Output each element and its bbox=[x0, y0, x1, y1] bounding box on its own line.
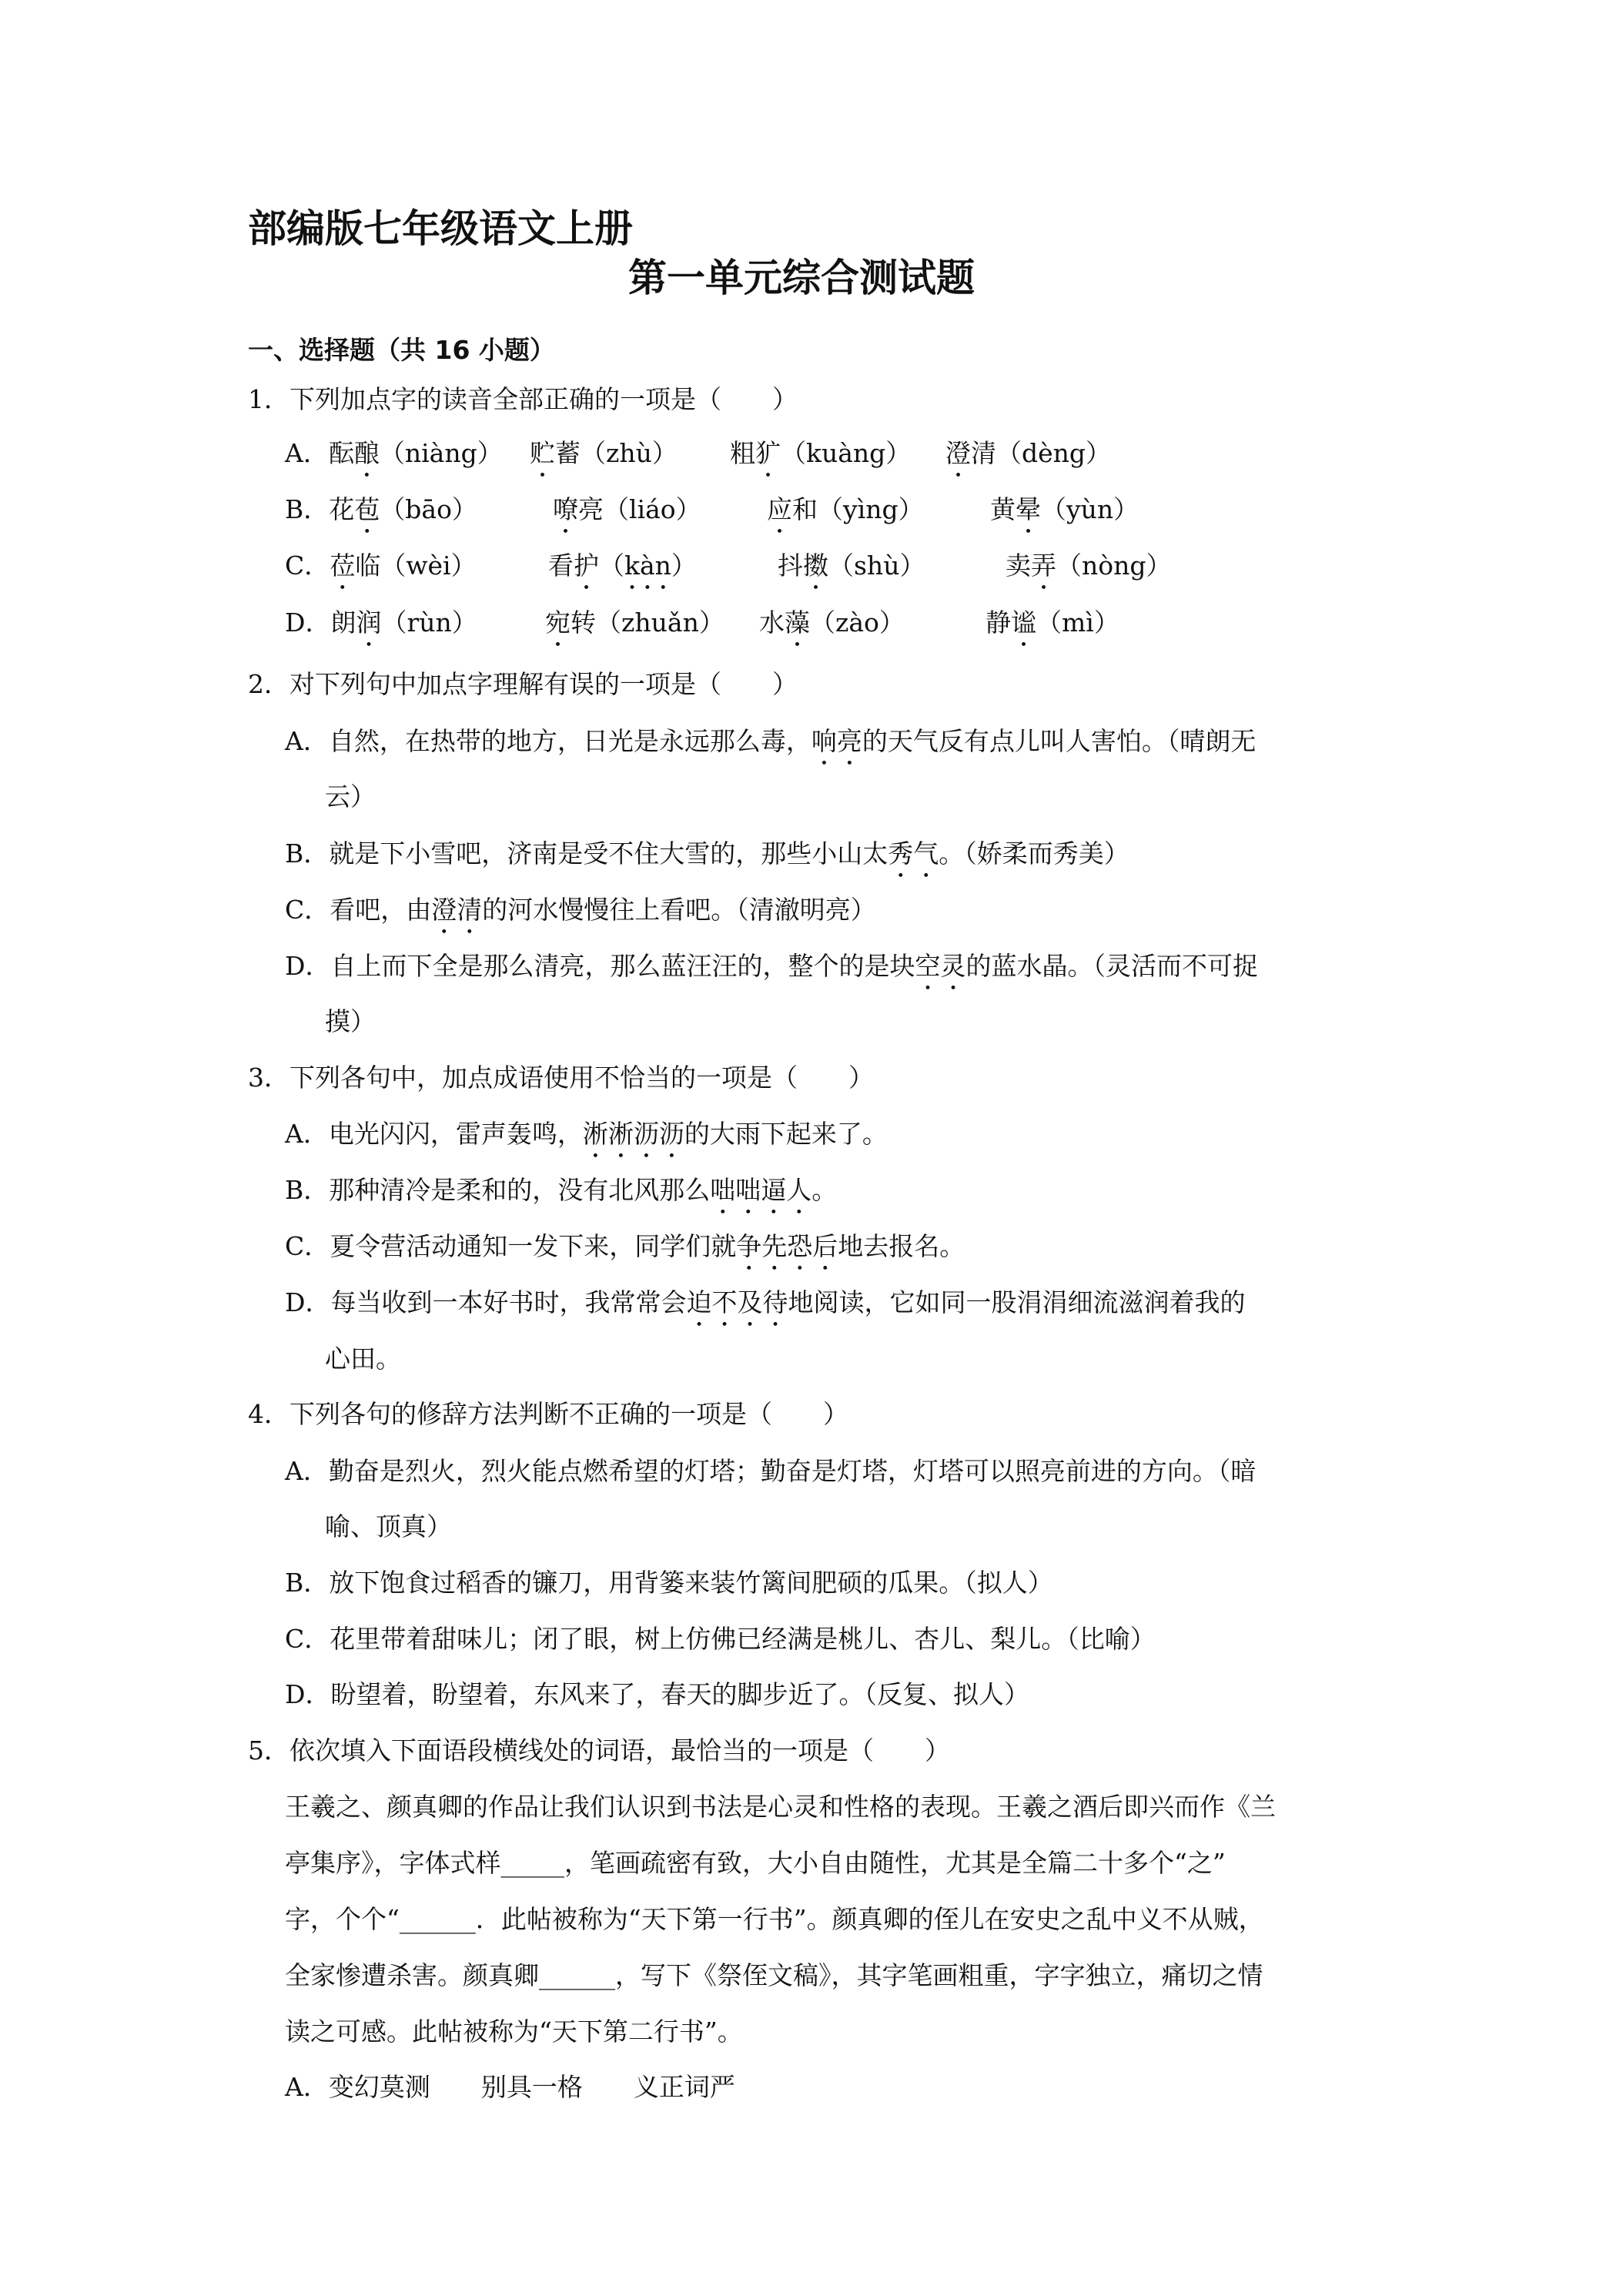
option-text: B．花苞（bāo） bbox=[285, 494, 477, 524]
question-3-option-a: A．电光闪闪，雷声轰鸣，淅淅沥沥的大雨下起来了。 bbox=[285, 1119, 888, 1149]
question-2-option-a-cont: 云） bbox=[325, 782, 376, 812]
question-1-stem: 1．下列加点字的读音全部正确的一项是（ ） bbox=[248, 384, 798, 414]
question-4-option-a: A．勤奋是烈火，烈火能点燃希望的灯塔；勤奋是灯塔，灯塔可以照亮前进的方向。（暗 bbox=[285, 1456, 1257, 1486]
question-3-option-d-cont: 心田。 bbox=[325, 1344, 401, 1374]
option-text: 澄清（dèng） bbox=[945, 438, 1112, 468]
question-2-option-d: D．自上而下全是那么清亮，那么蓝汪汪的，整个的是块空灵的蓝水晶。（灵活而不可捉 bbox=[285, 951, 1258, 981]
question-2-option-b: B．就是下小雪吧，济南是受不住大雪的，那些小山太秀气。（娇柔而秀美） bbox=[285, 838, 1129, 869]
question-5-passage-line: 全家惨遭杀害。颜真卿______，写下《祭侄文稿》，其字笔画粗重，字字独立，痛切之情 bbox=[285, 1960, 1263, 1990]
question-2-option-a: A．自然，在热带的地方，日光是永远那么毒，响亮的天气反有点儿叫人害怕。（晴朗无 bbox=[285, 726, 1257, 756]
question-5-stem: 5．依次填入下面语段横线处的词语，最恰当的一项是（ ） bbox=[248, 1735, 950, 1766]
option-text: D．朗润（rùn） bbox=[285, 607, 477, 638]
question-4-option-c: C．花里带着甜味儿；闭了眼，树上仿佛已经满是桃儿、杏儿、梨儿。（比喻） bbox=[285, 1624, 1156, 1654]
option-text: 应和（yìng） bbox=[767, 494, 924, 524]
question-1-option-c bbox=[285, 548, 1209, 587]
question-4-option-b: B．放下饱食过稻香的镰刀，用背篓来装竹篱间肥硕的瓜果。（拟人） bbox=[285, 1568, 1053, 1598]
option-text: 看护（kàn） bbox=[548, 551, 697, 581]
question-5-passage-line: 读之可感。此帖被称为“天下第二行书”。 bbox=[285, 2017, 743, 2047]
option-text: 水藻（zào） bbox=[759, 607, 905, 638]
question-3-stem: 3．下列各句中，加点成语使用不恰当的一项是（ ） bbox=[248, 1063, 874, 1093]
question-3-option-d: D．每当收到一本好书时，我常常会迫不及待地阅读，它如同一股涓涓细流滋润着我的 bbox=[285, 1287, 1246, 1317]
question-4-stem: 4．下列各句的修辞方法判断不正确的一项是（ ） bbox=[248, 1399, 848, 1429]
option-text: 粗犷（kuàng） bbox=[730, 438, 912, 468]
question-5-passage-line: 王羲之、颜真卿的作品让我们认识到书法是心灵和性格的表现。王羲之酒后即兴而作《兰 bbox=[285, 1792, 1276, 1822]
question-2-stem: 2．对下列句中加点字理解有误的一项是（ ） bbox=[248, 669, 798, 699]
option-text: C．莅临（wèi） bbox=[285, 551, 477, 581]
document-subtitle: 第一单元综合测试题 bbox=[628, 256, 975, 300]
question-1-option-b bbox=[285, 492, 1209, 530]
question-4-option-d: D．盼望着，盼望着，东风来了，春天的脚步近了。（反复、拟人） bbox=[285, 1679, 1029, 1709]
option-text: 卖弄（nòng） bbox=[1006, 551, 1172, 581]
question-5-passage-line: 字，个个“______．此帖被称为“天下第一行书”。颜真卿的侄儿在安史之乱中义不从贼， bbox=[285, 1904, 1264, 1934]
section-heading: 一、选择题（共 16 小题） bbox=[248, 335, 555, 365]
question-5-option-a: A．变幻莫测 别具一格 义正词严 bbox=[285, 2072, 735, 2102]
question-3-option-b: B．那种清冷是柔和的，没有北风那么咄咄逼人。 bbox=[285, 1175, 838, 1205]
option-text: 宛转（zhuǎn） bbox=[545, 607, 724, 638]
option-text: 嘹亮（liáo） bbox=[553, 494, 701, 524]
question-2-option-c: C．看吧，由澄清的河水慢慢往上看吧。（清澈明亮） bbox=[285, 895, 876, 925]
question-5-passage-line: 亭集序》，字体式样_____，笔画疏密有致，大小自由随性，尤其是全篇二十多个“之” bbox=[285, 1848, 1226, 1878]
question-1-option-d bbox=[285, 605, 1209, 644]
option-text: 静谧（mì） bbox=[986, 607, 1119, 638]
question-3-option-c: C．夏令营活动通知一发下来，同学们就争先恐后地去报名。 bbox=[285, 1231, 965, 1261]
question-4-option-a-cont: 喻、顶真） bbox=[325, 1511, 452, 1541]
question-1-option-a bbox=[285, 436, 1209, 474]
document-title: 部编版七年级语文上册 bbox=[248, 206, 633, 251]
option-text: 黄晕（yùn） bbox=[990, 494, 1139, 524]
option-text: 抖擞（shù） bbox=[778, 551, 925, 581]
option-text: 贮蓄（zhù） bbox=[530, 438, 678, 468]
option-text: A．酝酿（niàng） bbox=[285, 438, 503, 468]
question-2-option-d-cont: 摸） bbox=[325, 1006, 376, 1036]
